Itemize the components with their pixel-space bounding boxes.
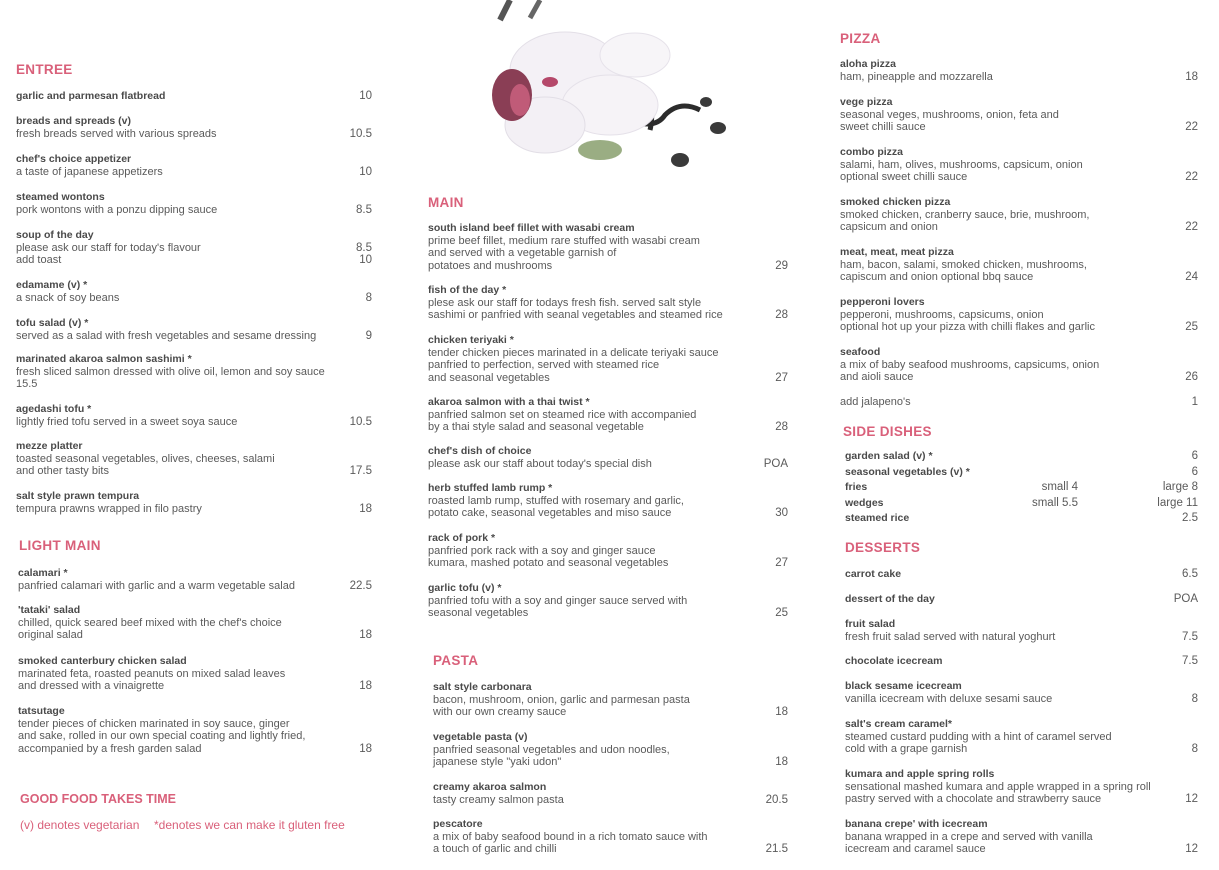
menu-item [18, 705, 372, 755]
menu-item [16, 279, 372, 304]
main-heading: MAIN [428, 195, 464, 210]
item-description: bacon, mushroom, onion, garlic and parmesan pasta with our own creamy sauce [433, 693, 690, 718]
menu-item [433, 818, 788, 856]
menu-item [433, 781, 788, 806]
item-price: 8 [365, 291, 372, 304]
item-description: panfried seasonal vegetables and udon noodles, japanese style "yaki udon" [433, 743, 670, 768]
item-price: 8.5 [356, 203, 372, 216]
item-price: 10.5 [349, 415, 372, 428]
item-name: pescatore [433, 818, 483, 830]
item-price: 1 [1191, 396, 1198, 408]
item-name: meat, meat, meat pizza [840, 246, 954, 258]
menu-item [840, 346, 1198, 384]
item-price: large 8 [1162, 481, 1198, 493]
side-dish-row [845, 450, 1198, 463]
menu-item [845, 680, 1198, 705]
item-name: mezze platter [16, 440, 83, 452]
item-description: tender chicken pieces marinated in a delicate teriyaki sauce panfried to perfection, served with steamed rice and seasonal vegetables [428, 346, 719, 384]
item-price: 12 [1185, 793, 1198, 805]
item-price: 28 [775, 421, 788, 433]
item-name: south island beef fillet with wasabi cream [428, 222, 635, 234]
item-name: fruit salad [845, 618, 896, 630]
menu-item [845, 818, 1198, 856]
menu-item [840, 396, 1198, 409]
item-name: tofu salad (v) * [16, 317, 89, 329]
item-price: 10.5 [349, 127, 372, 140]
item-description: fresh breads served with various spreads [16, 127, 217, 140]
item-name: salt style prawn tempura [16, 490, 140, 502]
entree-heading: ENTREE [16, 62, 73, 77]
item-description: roasted lamb rump, stuffed with rosemary and garlic, potato cake, seasonal vegetables and miso sauce [428, 494, 684, 519]
menu-item [840, 196, 1198, 234]
item-price: 22.5 [349, 579, 372, 592]
item-name: soup of the day [16, 229, 94, 241]
item-price: 17.5 [349, 465, 372, 477]
menu-item [16, 153, 372, 178]
item-description: pork wontons with a ponzu dipping sauce [16, 203, 218, 216]
menu-item [16, 353, 372, 391]
item-description: seasonal veges, mushrooms, onion, feta and sweet chilli sauce [840, 108, 1059, 133]
item-description: fresh fruit salad served with natural yoghurt [845, 630, 1056, 643]
menu-item [428, 222, 788, 272]
item-price: 8 [1191, 692, 1198, 705]
item-description: marinated feta, roasted peanuts on mixed salad leaves and dressed with a vinaigrette [18, 667, 286, 692]
item-price: 25 [775, 607, 788, 619]
item-price: 10 [359, 165, 372, 178]
item-description: a mix of baby seafood mushrooms, capsicums, onion and aioli sauce [840, 358, 1100, 383]
orchid-illustration [470, 0, 750, 190]
item-name: seasonal vegetables (v) * [845, 466, 970, 478]
item-description: served as a salad with fresh vegetables and sesame dressing [16, 329, 317, 342]
item-name: fries [845, 481, 868, 493]
menu-item [16, 115, 372, 140]
item-name: chicken teriyaki * [428, 334, 514, 346]
item-price: 22 [1185, 121, 1198, 133]
item-small-price: small 4 [1041, 481, 1078, 493]
item-price: 25 [1185, 321, 1198, 333]
menu-item [840, 58, 1198, 83]
item-name: garlic and parmesan flatbread [16, 90, 166, 102]
item-description: vanilla icecream with deluxe sesami sauce [845, 692, 1053, 705]
menu-item [845, 568, 1198, 581]
item-price: 18 [359, 629, 372, 641]
item-description: steamed custard pudding with a hint of caramel served cold with a grape garnish [845, 730, 1112, 755]
menu-item [845, 718, 1198, 756]
item-price: large 11 [1157, 497, 1198, 509]
menu-item [16, 403, 372, 428]
item-description: please ask our staff about today's special dish [428, 457, 652, 470]
item-price: 18 [359, 742, 372, 755]
pizza-heading: PIZZA [840, 31, 881, 46]
side-dish-row [845, 481, 1198, 494]
menu-item [845, 593, 1198, 606]
item-description: chilled, quick seared beef mixed with the chef's choice original salad [18, 616, 282, 641]
item-price: 22 [1185, 221, 1198, 233]
item-name: edamame (v) * [16, 279, 88, 291]
item-price: 27 [775, 557, 788, 569]
item-price: 10 [359, 90, 372, 102]
item-description: banana wrapped in a crepe and served with vanilla icecream and caramel sauce [845, 830, 1093, 855]
item-price: 18 [359, 680, 372, 692]
item-name: combo pizza [840, 146, 904, 158]
item-name: herb stuffed lamb rump * [428, 482, 553, 494]
item-price: 27 [775, 371, 788, 384]
item-description: prime beef fillet, medium rare stuffed with wasabi cream and served with a vegetable garnish of potatoes and mushrooms [428, 234, 700, 272]
menu-item [18, 655, 372, 693]
item-name: fish of the day * [428, 284, 507, 296]
item-price: 29 [775, 259, 788, 272]
menu-item [16, 229, 372, 267]
menu-item [428, 582, 788, 620]
item-price: 30 [775, 507, 788, 519]
item-price: 26 [1185, 371, 1198, 383]
item-price: 6.5 [1182, 568, 1198, 580]
item-price: 18 [775, 756, 788, 768]
item-description: lightly fried tofu served in a sweet soya sauce [16, 415, 238, 428]
item-name: aloha pizza [840, 58, 897, 70]
menu-item [840, 96, 1198, 134]
menu-item [16, 440, 372, 478]
item-price: 20.5 [765, 793, 788, 806]
menu-item [16, 490, 372, 515]
item-name: salt's cream caramel* [845, 718, 952, 730]
item-name: salt style carbonara [433, 681, 532, 693]
side-dish-row [845, 497, 1198, 510]
item-name: creamy akaroa salmon [433, 781, 547, 793]
menu-item [433, 681, 788, 719]
item-name: smoked canterbury chicken salad [18, 655, 187, 667]
item-description: a mix of baby seafood bound in a rich tomato sauce with a touch of garlic and chilli [433, 830, 708, 855]
menu-item [845, 655, 1198, 668]
menu-item [16, 317, 372, 342]
item-description: fresh sliced salmon dressed with olive oil, lemon and soy sauce 15.5 [16, 365, 325, 390]
item-price: 22 [1185, 171, 1198, 183]
item-price: 8 [1191, 743, 1198, 755]
item-description: panfried pork rack with a soy and ginger sauce kumara, mashed potato and seasonal vegetables [428, 544, 669, 569]
item-name: breads and spreads (v) [16, 115, 131, 127]
menu-item [18, 604, 372, 642]
item-name: vegetable pasta (v) [433, 731, 528, 743]
item-name: steamed wontons [16, 191, 105, 203]
item-description: a snack of soy beans [16, 291, 120, 304]
item-description: pepperoni, mushrooms, capsicums, onion optional hot up your pizza with chilli flakes and garlic [840, 308, 1095, 333]
item-name: seafood [840, 346, 881, 358]
item-description: smoked chicken, cranberry sauce, brie, mushroom, capsicum and onion [840, 208, 1090, 233]
item-description: plese ask our staff for todays fresh fish. served salt style sashimi or panfried with seanal vegetables and steamed rice [428, 296, 723, 321]
item-price: 18 [359, 502, 372, 515]
menu-item [18, 567, 372, 592]
item-price: POA [763, 457, 788, 470]
item-name: steamed rice [845, 512, 910, 524]
item-name: smoked chicken pizza [840, 196, 951, 208]
item-name: carrot cake [845, 568, 902, 580]
item-description: add jalapeno's [840, 396, 911, 408]
menu-item [845, 618, 1198, 643]
item-description: panfried tofu with a soy and ginger sauce served with seasonal vegetables [428, 594, 688, 619]
item-price: 7.5 [1182, 655, 1198, 667]
side-dish-row [845, 512, 1198, 525]
side-dishes-heading: SIDE DISHES [843, 424, 932, 439]
item-name: garlic tofu (v) * [428, 582, 502, 594]
item-description: please ask our staff for today's flavour add toast [16, 241, 201, 266]
item-price: 24 [1185, 271, 1198, 283]
menu-item [16, 90, 372, 103]
item-name: kumara and apple spring rolls [845, 768, 995, 780]
item-price: 6 [1191, 466, 1198, 478]
item-name: garden salad (v) * [845, 450, 933, 462]
item-description: tender pieces of chicken marinated in soy sauce, ginger and sake, rolled in our own special coating and lightly fried, accompanied by a fresh garden salad [18, 717, 306, 755]
menu-item [840, 146, 1198, 184]
item-price: 18 [1185, 70, 1198, 83]
item-name: calamari * [18, 567, 68, 579]
menu-item [840, 296, 1198, 334]
item-name: wedges [845, 497, 884, 509]
item-name: chocolate icecream [845, 655, 943, 667]
item-description: ham, pineapple and mozzarella [840, 70, 993, 83]
item-name: 'tataki' salad [18, 604, 81, 616]
item-name: marinated akaroa salmon sashimi * [16, 353, 192, 365]
desserts-heading: DESSERTS [845, 540, 921, 555]
item-description: sensational mashed kumara and apple wrapped in a spring roll pastry served with a chocolate and strawberry sauce [845, 780, 1151, 805]
pasta-heading: PASTA [433, 653, 479, 668]
light-main-heading: LIGHT MAIN [19, 538, 101, 553]
item-description: salami, ham, olives, mushrooms, capsicum, onion optional sweet chilli sauce [840, 158, 1083, 183]
item-small-price: small 5.5 [1031, 497, 1078, 509]
legend-vegetarian: (v) denotes vegetarian [20, 818, 140, 832]
item-price: 6 [1191, 450, 1198, 462]
item-price: 18 [775, 706, 788, 718]
item-name: tatsutage [18, 705, 65, 717]
item-name: vege pizza [840, 96, 893, 108]
item-name: chef's dish of choice [428, 445, 532, 457]
item-price: 8.5 10 [356, 241, 372, 266]
item-description: a taste of japanese appetizers [16, 165, 163, 178]
item-description: tasty creamy salmon pasta [433, 793, 564, 806]
item-price: 7.5 [1182, 630, 1198, 643]
item-price: 21.5 [765, 843, 788, 855]
item-name: dessert of the day [845, 593, 935, 605]
item-description: panfried calamari with garlic and a warm vegetable salad [18, 579, 295, 592]
menu-item [428, 532, 788, 570]
item-price: 2.5 [1182, 512, 1198, 524]
item-price: 9 [365, 329, 372, 342]
menu-item [16, 191, 372, 216]
item-name: chef's choice appetizer [16, 153, 132, 165]
menu-item [845, 768, 1198, 806]
menu-item [428, 445, 788, 470]
item-name: agedashi tofu * [16, 403, 92, 415]
item-name: rack of pork * [428, 532, 496, 544]
item-name: banana crepe' with icecream [845, 818, 988, 830]
menu-item [428, 396, 788, 434]
menu-item [840, 246, 1198, 284]
legend-gluten-free: *denotes we can make it gluten free [154, 818, 345, 832]
side-dish-row [845, 466, 1198, 479]
menu-item [428, 284, 788, 322]
item-name: pepperoni lovers [840, 296, 925, 308]
item-description: toasted seasonal vegetables, olives, cheeses, salami and other tasty bits [16, 452, 275, 477]
item-price: 12 [1185, 843, 1198, 855]
item-price: 28 [775, 309, 788, 321]
menu-item [433, 731, 788, 769]
item-description: ham, bacon, salami, smoked chicken, mushrooms, capiscum and onion optional bbq sauce [840, 258, 1087, 283]
menu-item [428, 482, 788, 520]
menu-item [428, 334, 788, 384]
item-name: akaroa salmon with a thai twist * [428, 396, 590, 408]
item-description: tempura prawns wrapped in filo pastry [16, 502, 202, 515]
tagline: GOOD FOOD TAKES TIME [20, 792, 177, 806]
item-description: panfried salmon set on steamed rice with accompanied by a thai style salad and seasonal vegetable [428, 408, 697, 433]
item-price: POA [1173, 593, 1198, 605]
item-name: black sesame icecream [845, 680, 962, 692]
